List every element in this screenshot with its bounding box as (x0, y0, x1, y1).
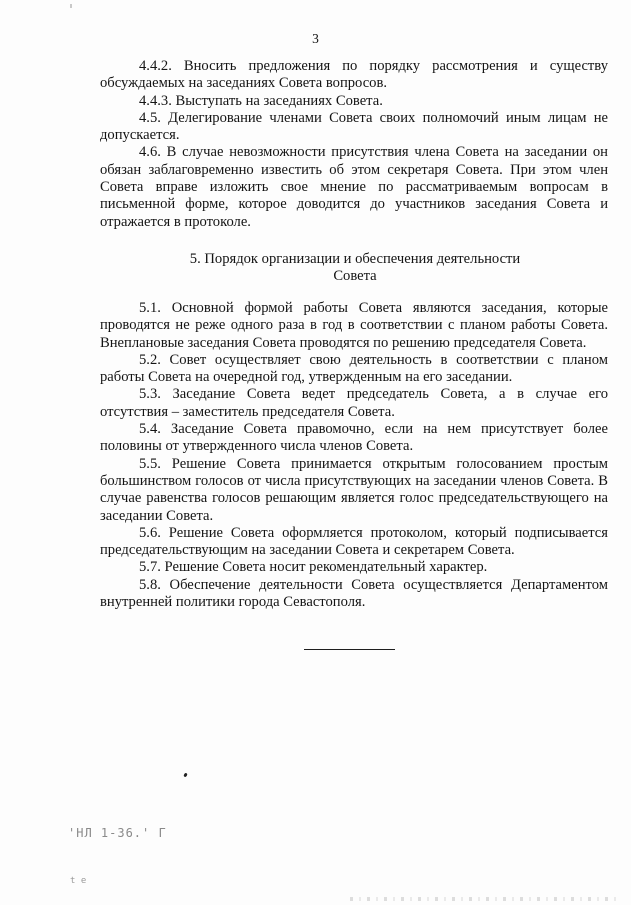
scan-noise-bottom (350, 897, 620, 901)
paragraph-5-7: 5.7. Решение Совета носит рекомендательный характер. (139, 559, 488, 576)
paragraph-5-1: 5.1. Основной формой работы Совета являются заседания, которые проводятся не реже одного раза в год в соответствии с планом работы Совета. Внеплановые заседания Совета проводятся по решению председателя Совета. (100, 300, 608, 351)
paragraph-5-5: 5.5. Решение Совета принимается открытым голосованием простым большинством голосов от числа присутствующих на заседании членов Совета. В случае равенства голосов решающим является голос председательствующего на заседании Совета. (100, 455, 608, 524)
paragraphs-section-4 (100, 58, 608, 231)
paragraph-5-6: 5.6. Решение Совета оформляется протоколом, который подписывается председательствующим на заседании Совета и секретарем Совета. (100, 524, 608, 559)
paragraphs-section-5 (100, 300, 608, 611)
page-number: 3 (312, 31, 319, 46)
paragraph-5-2: 5.2. Совет осуществляет свою деятельность в соответствии с планом работы Совета на очередной год, утвержденным на его заседании. (100, 351, 608, 386)
ink-dot-mark (183, 773, 188, 778)
paragraph-4-4-2: 4.4.2. Вносить предложения по порядку рассмотрения и существу обсуждаемых на заседаниях Совета вопросов. (100, 58, 608, 92)
paragraph-5-8: 5.8. Обеспечение деятельности Совета осуществляется Департаментом внутренней политики города Севастополя. (100, 576, 608, 611)
scan-noise-top (70, 4, 72, 8)
paragraph-4-4-3: 4.4.3. Выступать на заседаниях Совета. (139, 92, 383, 109)
scan-stamp-text: 'НЛ 1-36.' Г (68, 826, 167, 840)
paragraph-5-4: 5.4. Заседание Совета правомочно, если на нем присутствует более половины от утвержденного числа членов Совета. (100, 421, 608, 455)
paragraph-4-6: 4.6. В случае невозможности присутствия члена Совета на заседании он обязан заблаговременно известить об этом секретаря Совета. При этом член Совета вправе изложить свое мнение по рассматриваемым вопросам в письменной форме, которое доводится до участников заседания Совета и отражается в протоколе. (100, 144, 608, 230)
scan-mark-text: t e (70, 876, 87, 886)
paragraph-4-5: 4.5. Делегирование членами Совета своих полномочий иным лицам не допускается. (100, 109, 608, 144)
end-of-text-rule (304, 649, 395, 650)
section-heading-line-1: 5. Порядок организации и обеспечения деятельности (189, 251, 521, 267)
section-heading-line-2: Совета (333, 268, 377, 285)
section-5-heading (100, 251, 610, 286)
paragraph-5-3: 5.3. Заседание Совета ведет председатель Совета, а в случае его отсутствия – заместитель председателя Совета. (100, 386, 608, 420)
